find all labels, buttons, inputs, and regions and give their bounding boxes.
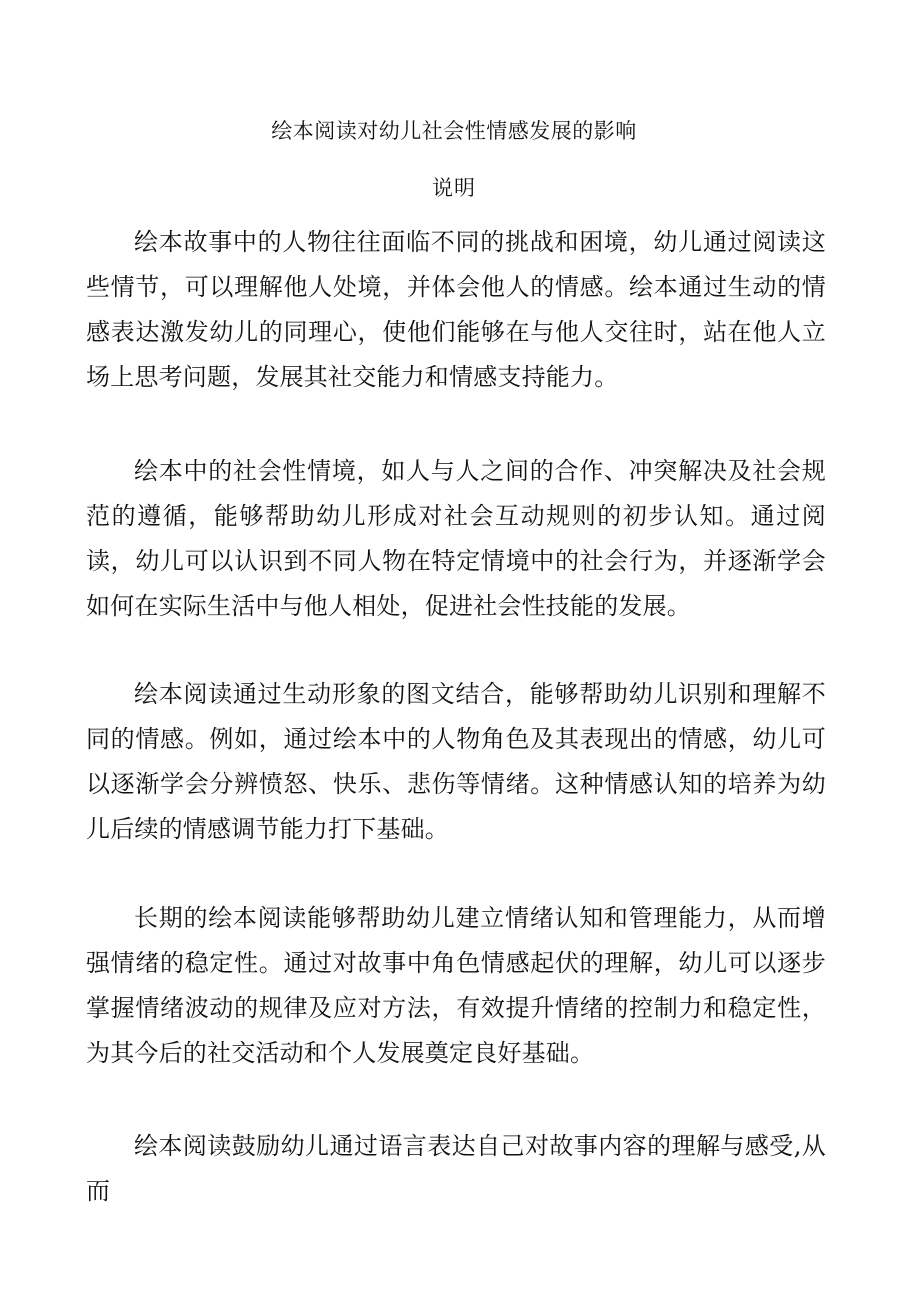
paragraph: 绘本阅读鼓励幼儿通过语言表达自己对故事内容的理解与感受,从而 [86,1132,826,1205]
paragraph: 绘本阅读通过生动形象的图文结合，能够帮助幼儿识别和理解不同的情感。例如，通过绘本中的人物角色及其表现出的情感，幼儿可以逐渐学会分辨愤怒、快乐、悲伤等情绪。这种情感认知的培养为幼儿后续的情感调节能力打下基础。 [86,680,826,843]
paragraph: 绘本故事中的人物往往面临不同的挑战和困境，幼儿通过阅读这些情节，可以理解他人处境，并体会他人的情感。绘本通过生动的情感表达激发幼儿的同理心，使他们能够在与他人交往时，站在他人立场上思考问题，发展其社交能力和情感支持能力。 [86,228,826,391]
paragraph: 长期的绘本阅读能够帮助幼儿建立情绪认知和管理能力，从而增强情绪的稳定性。通过对故事中角色情感起伏的理解，幼儿可以逐步掌握情绪波动的规律及应对方法，有效提升情绪的控制力和稳定性，为其今后的社交活动和个人发展奠定良好基础。 [86,904,826,1067]
page-title: 绘本阅读对幼儿社会性情感发展的影响 [271,119,637,143]
section-heading: 说明 [432,176,476,200]
paragraph: 绘本中的社会性情境，如人与人之间的合作、冲突解决及社会规范的遵循，能够帮助幼儿形成对社会互动规则的初步认知。通过阅读，幼儿可以认识到不同人物在特定情境中的社会行为，并逐渐学会如何在实际生活中与他人相处，促进社会性技能的发展。 [86,457,826,620]
